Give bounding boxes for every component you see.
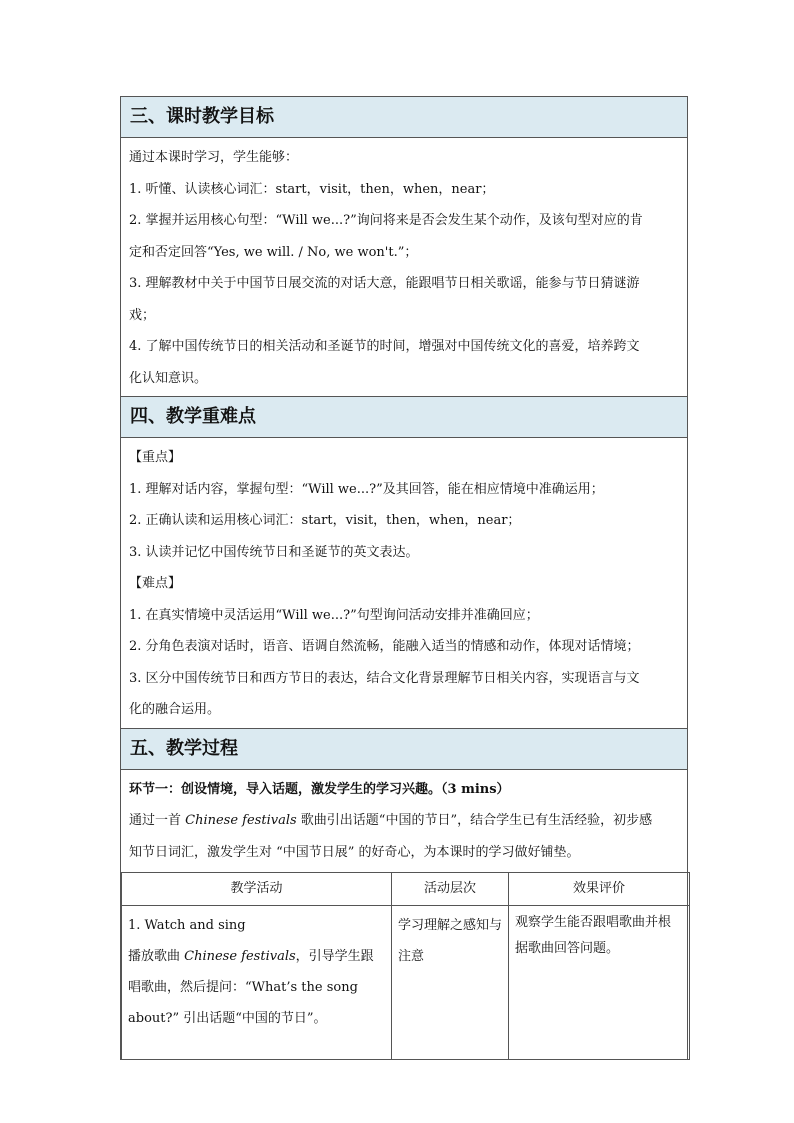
column-header: 教学活动 xyxy=(122,873,392,906)
section-teaching-process xyxy=(120,729,688,1061)
difficult-point-line: 2. 分角色表演对话时，语音、语调自然流畅，能融入适当的情感和动作，体现对话情境； xyxy=(129,639,640,654)
song-title: Chinese festivals xyxy=(184,949,296,964)
activity-text: ，引导学生跟唱歌曲，然后提问：“What’s the song about?” 引出话题“中国的节日”。 xyxy=(128,949,374,1026)
section-header: 三、课时教学目标 xyxy=(121,97,687,138)
step-title: 环节一：创设情境，导入话题，激发学生的学习兴趣。（3 mins） xyxy=(129,781,510,797)
key-points-label: 【重点】 xyxy=(129,450,182,465)
table-row xyxy=(122,906,690,1060)
table-header-row xyxy=(122,873,690,906)
difficult-point-line: 1. 在真实情境中灵活运用“Will we...?”句型询问活动安排并准确回应； xyxy=(129,607,539,623)
activity-text: 播放歌曲 xyxy=(128,949,185,964)
key-point-line: 2. 正确认读和运用核心词汇：start，visit，then，when，near； xyxy=(129,513,521,528)
objective-line: 3. 理解教材中关于中国节日展交流的对话大意，能跟唱节日相关歌谣，能参与节日猜谜游 xyxy=(129,276,640,291)
section-key-difficult-points xyxy=(120,397,688,729)
section-body xyxy=(121,438,687,728)
objective-line: 2. 掌握并运用核心句型：“Will we...?”询问将来是否会发生某个动作，及该句型对应的肯 xyxy=(129,213,643,228)
difficult-point-line: 3. 区分中国传统节日和西方节日的表达，结合文化背景理解节日相关内容，实现语言与文 xyxy=(129,670,640,686)
key-point-line: 1. 理解对话内容，掌握句型：“Will we...?”及其回答，能在相应情境中准确运用； xyxy=(129,481,604,497)
objective-line: 1. 听懂、认读核心词汇：start，visit，then，when，near； xyxy=(129,181,495,197)
objective-line: 定和否定回答“Yes, we will. / No, we won't.”； xyxy=(129,244,418,260)
song-title: Chinese festivals xyxy=(185,813,297,828)
key-point-line: 3. 认读并记忆中国传统节日和圣诞节的英文表达。 xyxy=(129,544,419,560)
level-cell: 学习理解之感知与注意 xyxy=(392,906,509,1060)
objective-line: 化认知意识。 xyxy=(129,370,208,386)
lesson-plan-document xyxy=(120,96,688,1060)
difficult-points-label: 【难点】 xyxy=(129,576,182,591)
objective-line: 4. 了解中国传统节日的相关活动和圣诞节的时间，增强对中国传统文化的喜爱，培养跨文 xyxy=(129,339,640,354)
activity-cell xyxy=(122,906,392,1060)
section-body xyxy=(121,770,687,873)
objective-line: 戏； xyxy=(129,307,156,323)
step-description-line xyxy=(129,805,679,837)
step-description-line: 知节日词汇，激发学生对 “中国节日展” 的好奇心，为本课时的学习做好铺垫。 xyxy=(129,844,580,860)
difficult-point-line: 化的融合运用。 xyxy=(129,702,221,717)
section-body xyxy=(121,138,687,396)
activity-title: 1. Watch and sing xyxy=(128,918,246,933)
desc-text: 通过一首 xyxy=(129,813,186,828)
evaluation-cell: 观察学生能否跟唱歌曲并根据歌曲回答问题。 xyxy=(509,906,690,1060)
section-header: 五、教学过程 xyxy=(121,729,687,770)
activity-table xyxy=(121,872,690,1060)
objectives-intro: 通过本课时学习，学生能够： xyxy=(129,150,299,165)
section-header: 四、教学重难点 xyxy=(121,397,687,438)
column-header: 活动层次 xyxy=(392,873,509,906)
column-header: 效果评价 xyxy=(509,873,690,906)
activity-description xyxy=(128,941,385,1034)
section-teaching-objectives xyxy=(120,96,688,397)
desc-text: 歌曲引出话题“中国的节日”，结合学生已有生活经验，初步感 xyxy=(296,813,653,828)
